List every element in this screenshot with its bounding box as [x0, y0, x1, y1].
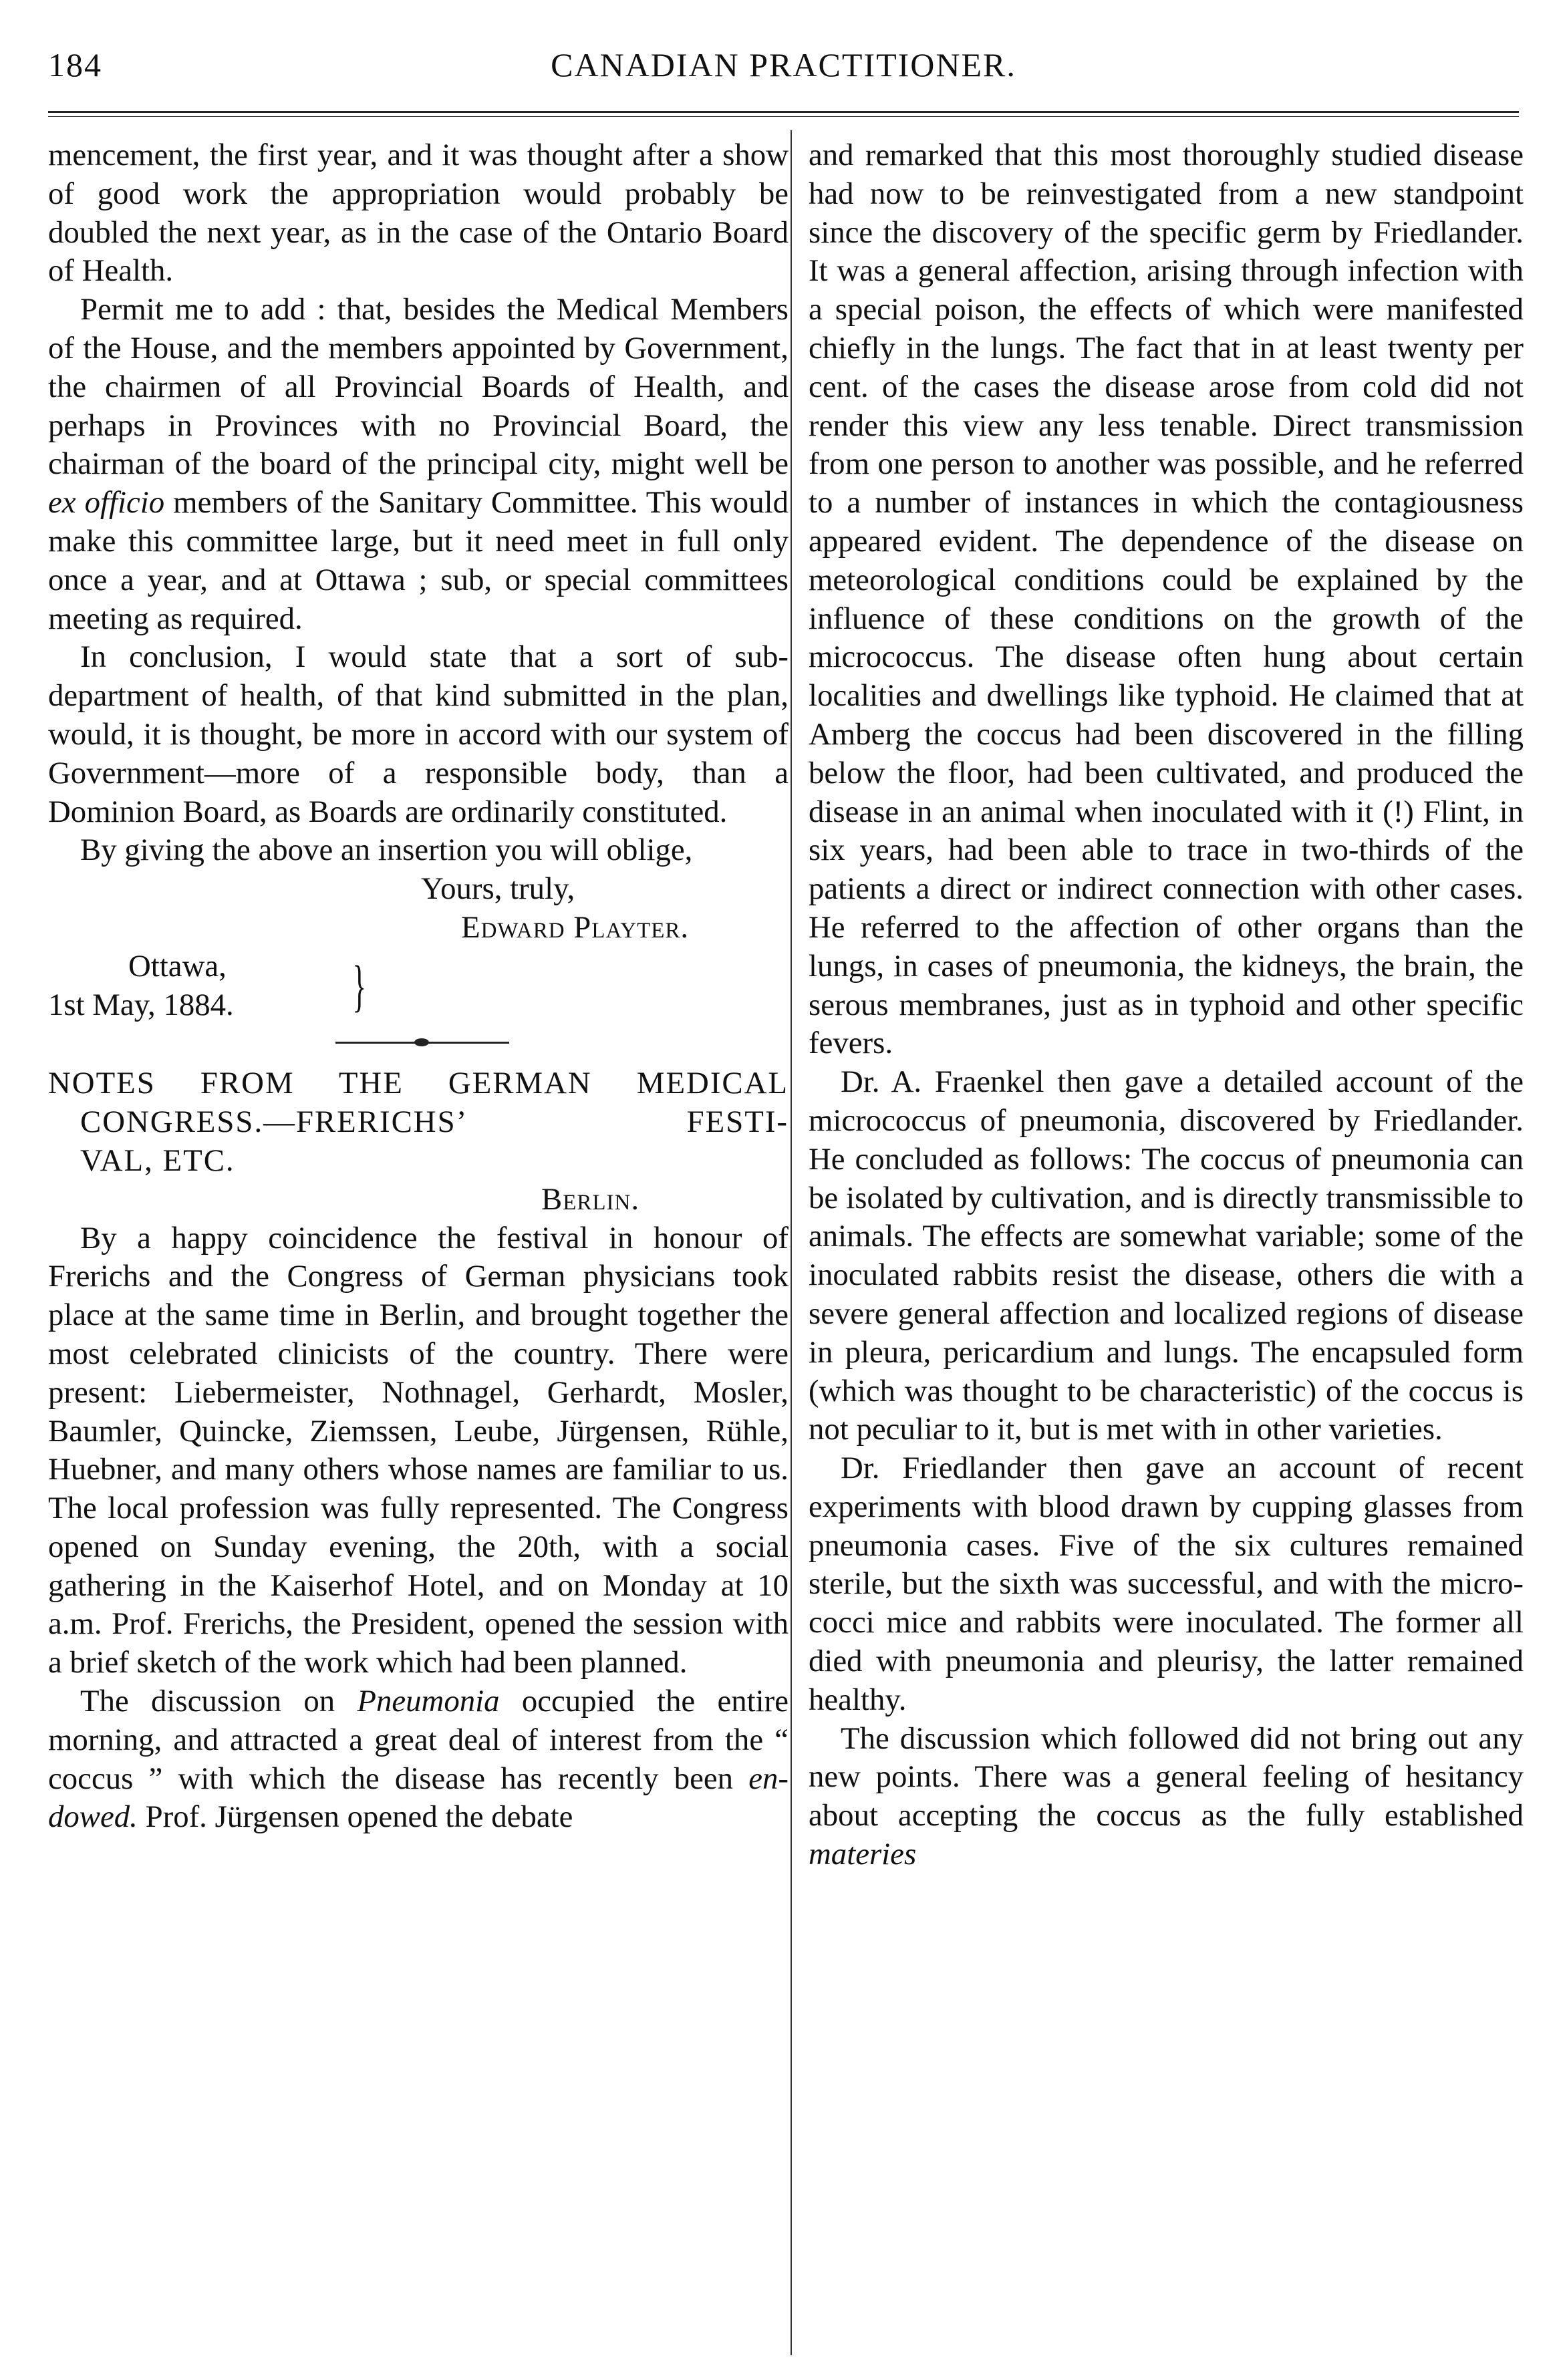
page-header [48, 45, 1519, 99]
italic-text: ex officio [48, 485, 165, 520]
section-title-line: NOTES FROM THE GERMAN MEDICAL [48, 1066, 789, 1101]
text-run: Permit me to add : that, besides the Medical Members of the House, and the members appointed by Government, the chairmen of all Provincial Boards of Health, and perhaps in Provinces with no Provincial Board, the chairman of the board of the principal city, might well be [48, 292, 789, 482]
italic-text: materies [809, 1837, 917, 1872]
italic-text: endowed. [48, 1761, 789, 1835]
section-title [48, 1063, 789, 1180]
paragraph: Dr. A. Fraenkel then gave a detailed account of the micrococcus of pneumonia, discovered by Friedlander. He concluded as follows: The coccus of pneumonia can be isolated by cultivation, and is directly transmissible to animals. The effects are somewhat variable; some of the inoculated rabbits resist the disease, others die with a severe general affection and localized regions of disease in pleura, pericardium and lungs. The encapsuled form (which was thought to be characteristic) of the coccus is not peculiar to it, but is met with in other varieties. [809, 1064, 1524, 1447]
letter-signature: Edward Playter. [461, 909, 690, 945]
paragraph [48, 1682, 789, 1837]
paragraph: Dr. Friedlander then gave an account of recent experiments with blood drawn by cupping glasses from pneumonia cases. Five of the six cultures remained sterile, but the sixth was successful, and with the micrococci mice and rabbits were inoculated. The former all died with pneumonia and pleurisy, the latter remained healthy. [809, 1451, 1524, 1717]
place-date-block [48, 947, 789, 1025]
brace-glyph: } [352, 953, 366, 1018]
paragraph: mencement, the first year, and it was thought after a show of good work the appropriation would probably be doubled the next year, as in the case of the Ontario Board of Health. [48, 138, 789, 289]
left-column [48, 136, 789, 1837]
paragraph: and remarked that this most thoroughly studied disease had now to be reinvestigated from a new standpoint since the discovery of the specific germ by Friedlander. It was a general affection, arising through infection with a special poison, the effects of which were manifested chiefly in the lungs. The fact that in at least twenty per cent. of the cases the disease arose from cold did not render this view any less tenable. Direct transmission from one person to another was possible, and he referred to a number of instances in which the contagiousness appeared evident. The dependence of the disease on meteorological conditions could be explained by the influence of these conditions on the growth of the micrococcus. The disease often hung about certain localities and dwellings like typhoid. He claimed that at Amberg the coccus had been discovered in the filling below the floor, had been cultivated, and produced the disease in an animal when inoculated with it (!) Flint, in six years, had been able to trace in two-thirds of the patients a direct or indirect connection with other cases. He referred to the affection of other organs than the lungs, in cases of pneumonia, the kidneys, the brain, the serous membranes, just as in typhoid and other specific fevers. [809, 138, 1524, 1061]
italic-text: Pneumonia [357, 1684, 500, 1719]
section-separator [48, 1024, 789, 1063]
text-run: The discussion which followed did not bring out any new points. There was a general feeling of hesitancy about accepting the coccus as the fully established [809, 1721, 1524, 1833]
paragraph [48, 291, 789, 638]
separator-ornament [414, 1038, 429, 1046]
text-run: The discussion on [80, 1684, 358, 1719]
text-run: Prof. Jürgensen opened the debate [137, 1799, 573, 1835]
right-column [809, 136, 1524, 1874]
paragraph [809, 1720, 1524, 1874]
section-title-line: CONGRESS.—FRERICHS’ FESTI- [80, 1104, 789, 1140]
paragraph: In conclusion, I would state that a sort of sub-department of health, of that kind submitted in the plan, would, it is thought, be more in accord with our system of Government—more of a responsible body, than a Dominion Board, as Boards are ordinarily constituted. [48, 639, 789, 829]
text-run: occupied the entire morning, and attracted a great deal of interest from the “ coccus ” with which the disease has recently been [48, 1684, 789, 1796]
page-number: 184 [48, 46, 102, 84]
dateline: Berlin. [541, 1181, 640, 1217]
paragraph: By a happy coincidence the festival in honour of Frerichs and the Congress of German physicians took place at the same time in Berlin, and brought together the most celebrated clinicists of the country. There were present: Liebermeister, Nothnagel, Gerhardt, Mosler, Baumler, Quincke, Ziemssen, Leube, Jürgensen, Rühle, Huebner, and many others whose names are familiar to us. The local profession was fully represented. The Congress opened on Sunday evening, the 20th, with a social gathering in the Kaiserhof Hotel, and on Monday at 10 a.m. Prof. Frerichs, the President, opened the session with a brief sketch of the work which had been planned. [48, 1220, 789, 1680]
letter-closing: Yours, truly, [421, 871, 575, 907]
letter-date: 1st May, 1884. [48, 987, 234, 1022]
column-divider [791, 130, 792, 2355]
letter-place: Ottawa, [128, 948, 227, 984]
text-run: members of the Sanitary Committee. This would make this committee large, but it need meet in full only once a year, and at Ottawa ; sub, or special committees meeting as required. [48, 485, 789, 636]
header-rule-thin [48, 116, 1519, 117]
paragraph: By giving the above an insertion you will oblige, [80, 833, 693, 868]
section-title-line: VAL, ETC. [80, 1143, 235, 1178]
header-rule [48, 111, 1519, 113]
running-title: CANADIAN PRACTITIONER. [551, 46, 1016, 84]
